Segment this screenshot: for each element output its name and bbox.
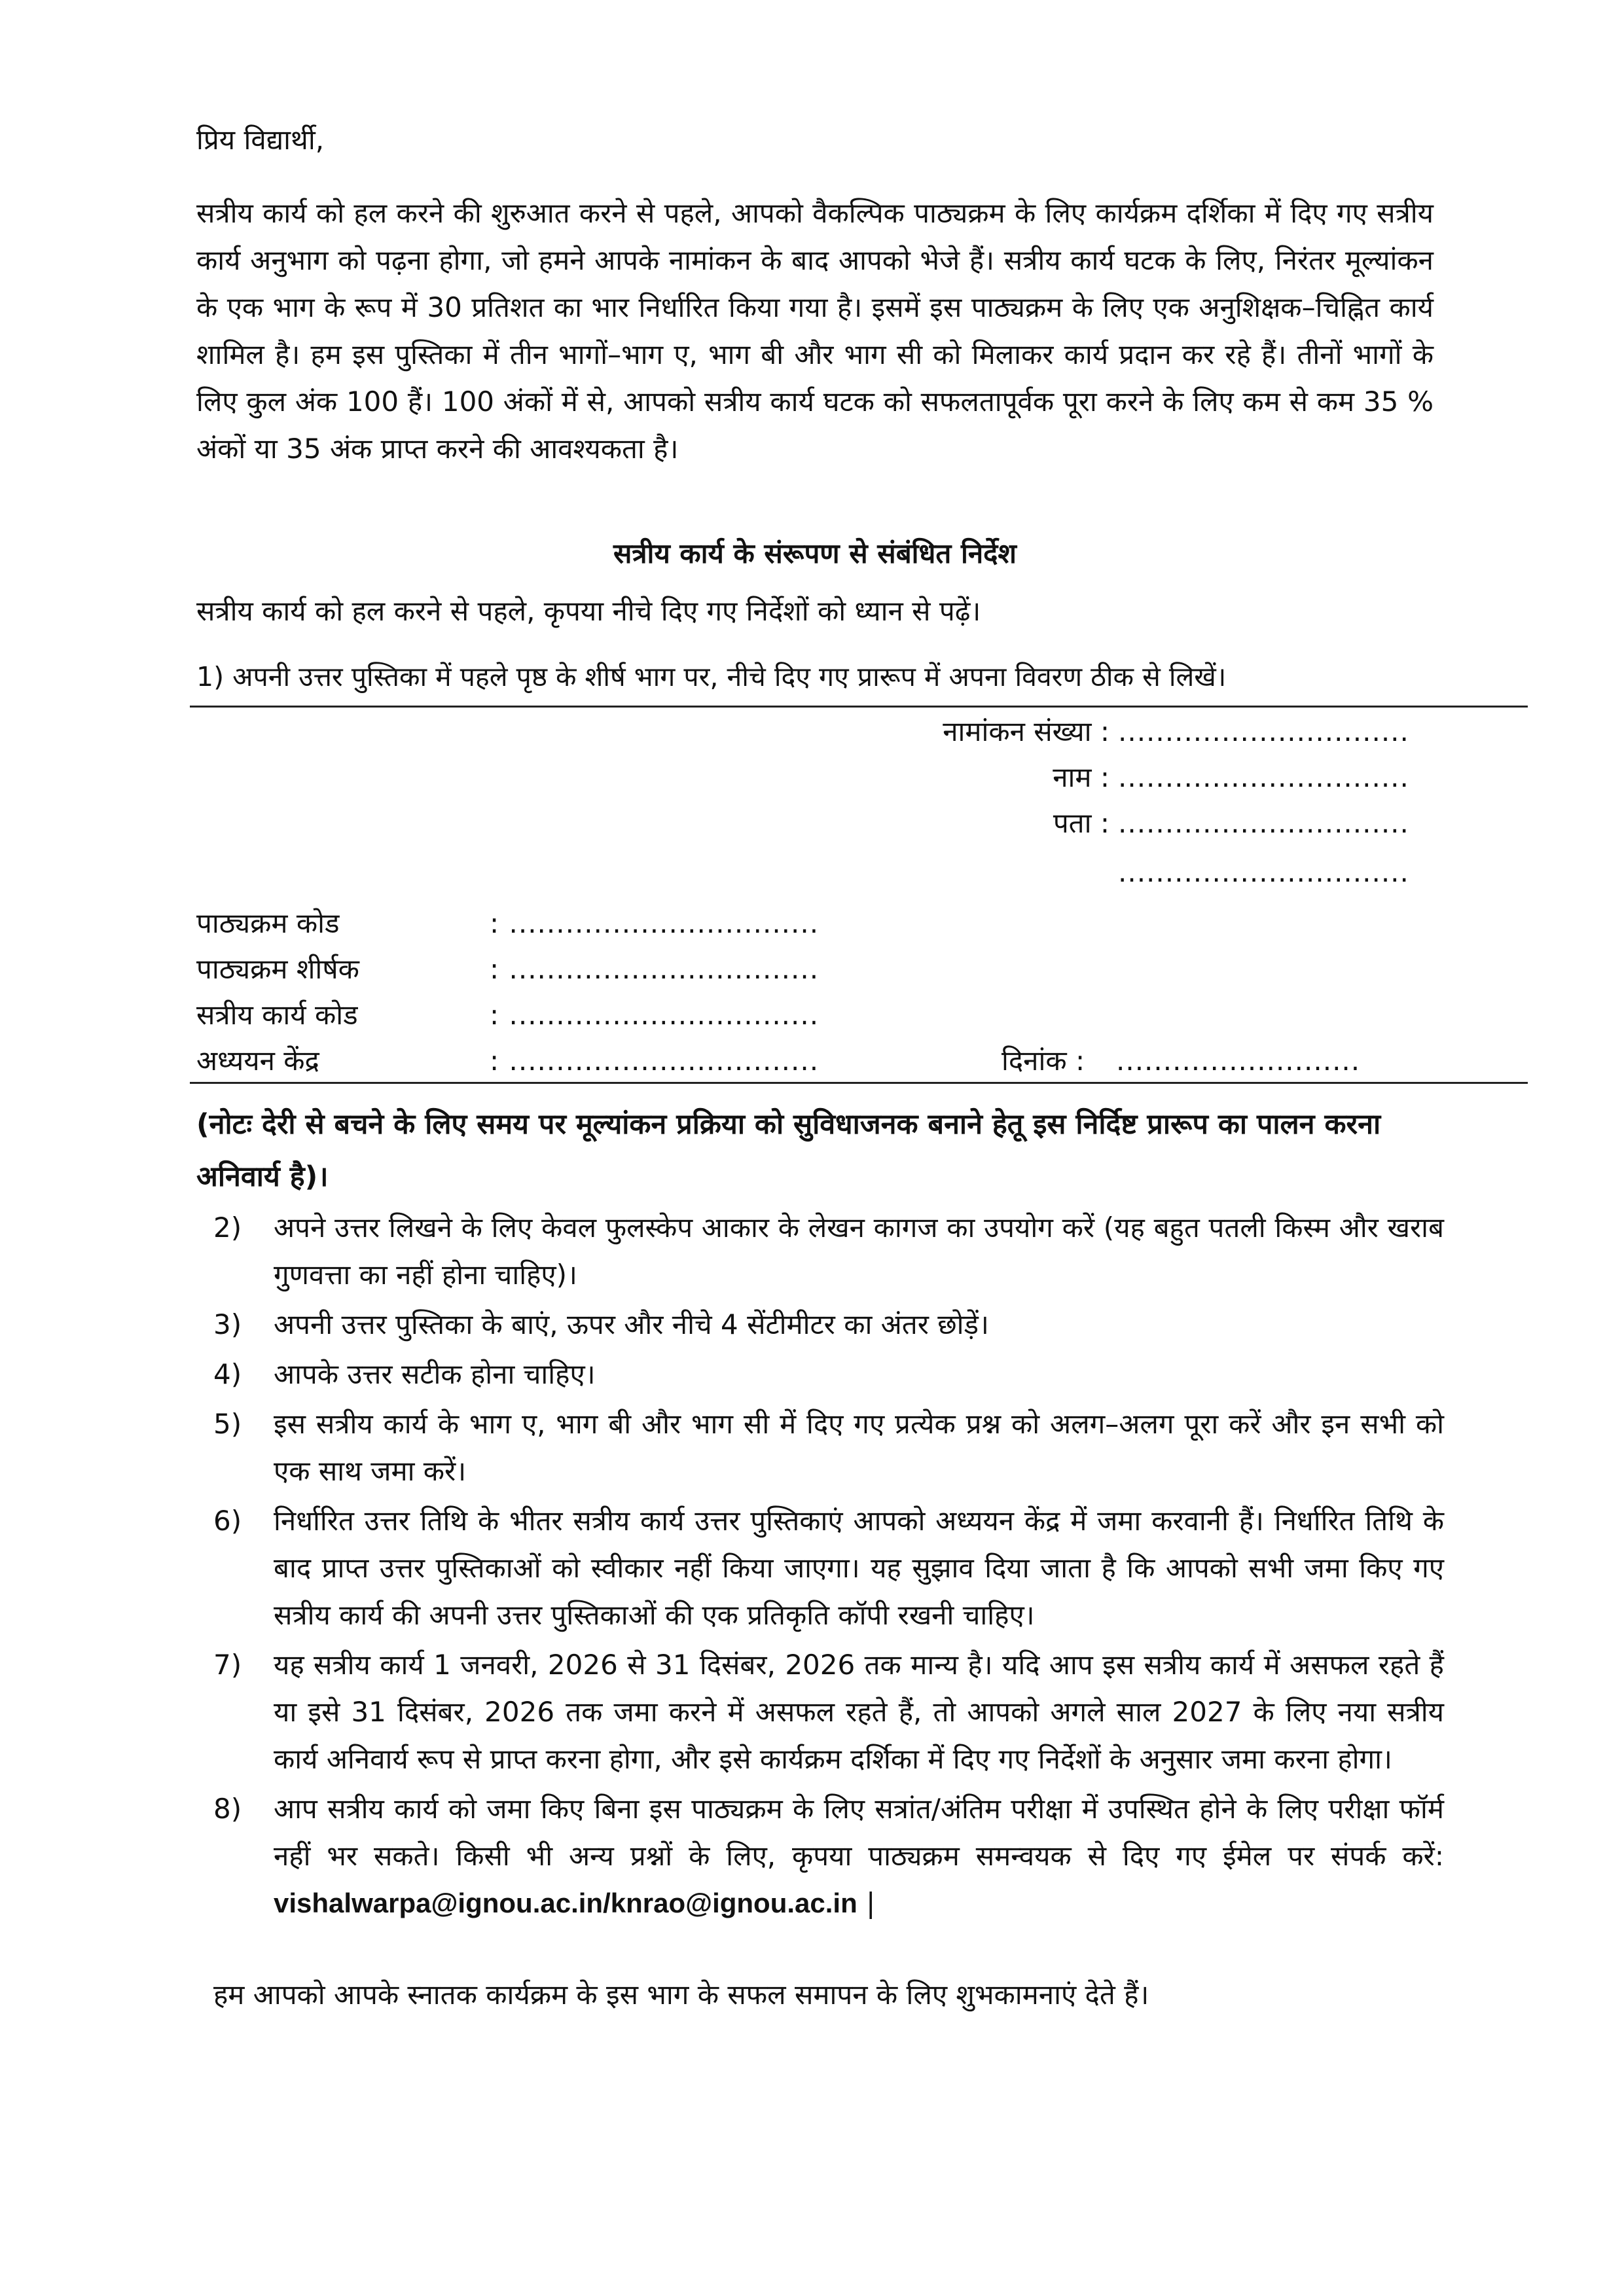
email-suffix: |: [857, 1887, 876, 1919]
address-dots-2: ...............................: [1118, 856, 1409, 888]
format-bottom-rule: [190, 1082, 1528, 1084]
format-note: (नोटः देरी से बचने के लिए समय पर मूल्यांकन प्रक्रिया को सुविधाजनक बनाने हेतू इस निर्दिष्ट प्रारूप का पालन करना अनिवार्य है)।: [196, 1108, 1381, 1193]
enrolment-dots: ...............................: [1118, 715, 1409, 747]
instruction-text: अपने उत्तर लिखने के लिए केवल फुलस्केप आकार के लेखन कागज का उपयोग करें (यह बहुत पतली किस्म और खराब गुणवत्ता का नहीं होना चाहिए)।: [274, 1211, 1444, 1291]
address-label: पता :: [1053, 807, 1110, 839]
instruction-text: अपनी उत्तर पुस्तिका के बाएं, ऊपर और नीचे 4 सेंटीमीटर का अंतर छोड़ें।: [274, 1308, 989, 1340]
contact-email-link[interactable]: vishalwarpa@ignou.ac.in/knrao@ignou.ac.in: [274, 1888, 857, 1918]
format-top-rule: [190, 706, 1528, 708]
name-label: नाम :: [1053, 761, 1110, 793]
instruction-item: [213, 1401, 1444, 1495]
instruction-text: इस सत्रीय कार्य के भाग ए, भाग बी और भाग सी में दिए गए प्रत्येक प्रश्न को अलग–अलग पूरा करें और इन सभी को एक साथ जमा करें।: [274, 1408, 1444, 1487]
course-code-dots: : .................................: [490, 907, 820, 939]
instructions-list: [213, 1204, 1444, 1929]
salutation: प्रिय विद्यार्थी,: [196, 124, 325, 156]
address-dots-1: ...............................: [1118, 807, 1409, 839]
instruction-item: [213, 1301, 1444, 1348]
instruction-number: 3): [213, 1308, 242, 1340]
course-code-label: पाठ्यक्रम कोड: [196, 907, 340, 939]
instruction-item: [213, 1785, 1444, 1927]
instruction-number: 7): [213, 1649, 242, 1681]
instruction-item: [213, 1498, 1444, 1639]
course-title-label: पाठ्यक्रम शीर्षक: [196, 953, 359, 985]
instruction-number: 8): [213, 1793, 242, 1825]
instruction-number: 2): [213, 1211, 242, 1244]
date-label: दिनांक :: [1001, 1045, 1085, 1077]
instruction-number: 5): [213, 1408, 242, 1440]
assignment-code-label: सत्रीय कार्य कोड: [196, 999, 358, 1031]
instruction-item-1: 1) अपनी उत्तर पुस्तिका में पहले पृष्ठ के शीर्ष भाग पर, नीचे दिए गए प्रारूप में अपना विवरण ठीक से लिखें।: [196, 661, 1227, 692]
intro-paragraph: सत्रीय कार्य को हल करने की शुरुआत करने से पहले, आपको वैकल्पिक पाठ्यक्रम के लिए कार्यक्रम दर्शिका में दिए गए सत्रीय कार्य अनुभाग को पढ़ना होगा, जो हमने आपके नामांकन के बाद आपको भेजे हैं। सत्रीय कार्य घटक के लिए, निरंतर मूल्यांकन के एक भाग के रूप में 30 प्रतिशत का भार निर्धारित किया गया है। इसमें इस पाठ्यक्रम के लिए एक अनुशिक्षक–चिह्नित कार्य शामिल है। हम इस पुस्तिका में तीन भागों–भाग ए, भाग बी और भाग सी को मिलाकर कार्य प्रदान कर रहे हैं। तीनों भागों के लिए कुल अंक 100 हैं। 100 अंकों में से, आपको सत्रीय कार्य घटक को सफलतापूर्वक पूरा करने के लिए कम से कम 35 % अंकों या 35 अंक प्राप्त करने की आवश्यकता है।: [196, 197, 1434, 465]
instruction-item: [213, 1351, 1444, 1398]
assignment-code-dots: : .................................: [490, 999, 820, 1031]
instruction-item: [213, 1204, 1444, 1299]
instructions-intro: सत्रीय कार्य को हल करने से पहले, कृपया नीचे दिए गए निर्देशों को ध्यान से पढ़ें।: [196, 595, 981, 627]
instruction-text: [274, 1785, 1444, 1927]
instruction-item: [213, 1641, 1444, 1783]
instruction-text: निर्धारित उत्तर तिथि के भीतर सत्रीय कार्य उत्तर पुस्तिकाएं आपको अध्ययन केंद्र में जमा करवानी हैं। निर्धारित तिथि के बाद प्राप्त उत्तर पुस्तिकाओं को स्वीकार नहीं किया जाएगा। यह सुझाव दिया जाता है कि आपको सभी जमा किए गए सत्रीय कार्य की अपनी उत्तर पुस्तिकाओं की एक प्रतिकृति कॉपी रखनी चाहिए।: [274, 1505, 1444, 1631]
study-centre-dots: : .................................: [490, 1045, 820, 1077]
instruction-number: 4): [213, 1358, 242, 1390]
instruction-text: आपके उत्तर सटीक होना चाहिए।: [274, 1358, 596, 1390]
name-dots: ...............................: [1118, 761, 1409, 793]
instruction-number: 6): [213, 1505, 242, 1537]
course-title-dots: : .................................: [490, 953, 820, 985]
section-heading: सत्रीय कार्य के संरूपण से संबंधित निर्देश: [613, 537, 1017, 569]
closing-line: हम आपको आपके स्नातक कार्यक्रम के इस भाग के सफल समापन के लिए शुभकामनाएं देते हैं।: [213, 1979, 1149, 2011]
instruction-8-body: आप सत्रीय कार्य को जमा किए बिना इस पाठ्यक्रम के लिए सत्रांत/अंतिम परीक्षा में उपस्थित होने के लिए परीक्षा फॉर्म नहीं भर सकते। किसी भी अन्य प्रश्नों के लिए, कृपया पाठ्यक्रम समन्वयक से दिए गए ईमेल पर संपर्क करें:: [274, 1793, 1444, 1872]
date-dots: ..........................: [1116, 1045, 1361, 1077]
instruction-text: यह सत्रीय कार्य 1 जनवरी, 2026 से 31 दिसंबर, 2026 तक मान्य है। यदि आप इस सत्रीय कार्य में असफल रहते हैं या इसे 31 दिसंबर, 2026 तक जमा करने में असफल रहते हैं, तो आपको अगले साल 2027 के लिए नया सत्रीय कार्य अनिवार्य रूप से प्राप्त करना होगा, और इसे कार्यक्रम दर्शिका में दिए गए निर्देशों के अनुसार जमा करना होगा।: [274, 1649, 1444, 1775]
enrolment-label: नामांकन संख्या :: [943, 715, 1110, 747]
study-centre-label: अध्ययन केंद्र: [196, 1045, 319, 1077]
